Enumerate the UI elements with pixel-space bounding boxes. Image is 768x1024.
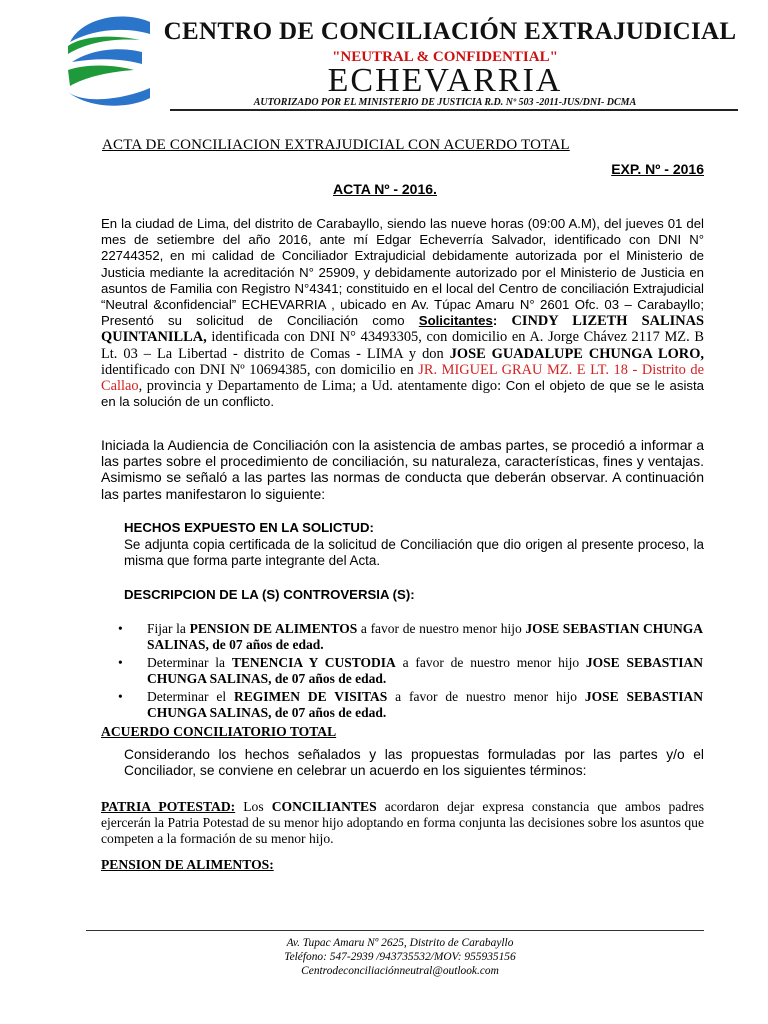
item-subject: PENSION DE ALIMENTOS	[189, 621, 358, 636]
footer-phone: Teléfono: 547-2939 /943735532/MOV: 955935156	[284, 951, 516, 963]
solicitantes-colon: :	[492, 313, 512, 329]
document-title: ACTA DE CONCILIACION EXTRAJUDICIAL CON ACUERDO TOTAL	[102, 137, 570, 153]
intro-text-3: identificado con DNI Nº 10694385, con domicilio en	[101, 361, 419, 378]
center-title: CENTRO DE CONCILIACIÓN EXTRAJUDICIAL	[163, 18, 737, 45]
acuerdo-text: Considerando los hechos señalados y las propuestas formuladas por las partes y/o el Conciliador, se conviene en celebrar un acuerdo en los siguientes términos:	[124, 747, 704, 779]
item-verb: Determinar el	[147, 689, 234, 704]
intro-text-2: identificada con DNI N° 43493305, con domicilio en A. Jorge Chávez 2117 MZ. B Lt. 03 – La Libertad - distrito de Comas - LIMA y don	[101, 329, 704, 362]
intro-text-4: , provincia y Departamento de Lima; a Ud. atentamente digo:	[138, 378, 506, 395]
header-divider	[170, 109, 738, 111]
patria-lead: Los	[235, 799, 272, 814]
item-mid: a favor de nuestro menor hijo	[357, 621, 526, 636]
item-mid: a favor de nuestro menor hijo	[387, 689, 585, 704]
logo-blue-swoosh-mid	[72, 49, 142, 64]
solicitantes-label: Solicitantes	[418, 313, 493, 329]
bullet-icon: •	[118, 655, 123, 670]
authorization-line: AUTORIZADO POR EL MINISTERIO DE JUSTICIA R.D. Nº 503 -2011-JUS/DNI- DCMA	[253, 97, 637, 108]
footer-address: Av. Tupac Amaru Nº 2625, Distrito de Carabayllo	[286, 937, 514, 949]
bullet-icon: •	[118, 621, 123, 636]
controversia-item	[118, 689, 704, 723]
footer-email: Centrodeconciliaciónneutral@outlook.com	[301, 965, 499, 977]
logo-green-swoosh-bottom	[68, 66, 134, 87]
item-child: JOSE SEBASTIAN CHUNGA SALINAS, de 07 años de edad.	[147, 621, 704, 652]
pension-heading: PENSION DE ALIMENTOS:	[101, 857, 274, 872]
echevarria-logo	[62, 12, 152, 108]
conciliantes-label: CONCILIANTES	[271, 799, 377, 814]
patria-heading: PATRIA POTESTAD:	[101, 799, 236, 814]
item-mid: a favor de nuestro menor hijo	[395, 655, 586, 670]
acta-number: ACTA Nº - 2016.	[333, 181, 437, 197]
center-motto: "NEUTRAL & CONFIDENTIAL"	[332, 49, 558, 65]
acuerdo-heading: ACUERDO CONCILIATORIO TOTAL	[101, 724, 337, 739]
hearing-paragraph: Iniciada la Audiencia de Conciliación con la asistencia de ambas partes, se procedió a informar a las partes sobre el procedimiento de conciliación, su naturaleza, características, fines y ventajas. Asimismo se señaló a las partes las normas de conducta que deberán observar. A continuación las partes manifestaron lo siguiente:	[101, 437, 704, 502]
item-child: JOSE SEBASTIAN CHUNGA SALINAS, de 07 años de edad.	[147, 689, 704, 720]
controversia-item	[118, 621, 704, 655]
hechos-heading: HECHOS EXPUESTO EN LA SOLICTUD:	[124, 520, 374, 535]
controversia-item	[118, 655, 704, 689]
bullet-icon: •	[118, 689, 123, 704]
intro-text-5: Con el objeto de que se le asista en la solución de un conflicto.	[101, 378, 704, 410]
intro-paragraph	[101, 216, 704, 410]
controversia-heading: DESCRIPCION DE LA (S) CONTROVERSIA (S):	[124, 587, 415, 602]
patria-text: acordaron dejar expresa constancia que ambos padres ejercerán la Patria Potestad de su menor hijo adoptando en forma conjunta las decisiones sobre los asuntos que competen a la formación de su menor hijo.	[101, 799, 705, 846]
party1-name: CINDY LIZETH SALINAS QUINTANILLA,	[101, 313, 705, 346]
item-subject: REGIMEN DE VISITAS	[233, 689, 388, 704]
item-verb: Fijar la	[147, 621, 190, 636]
party2-name: JOSE GUADALUPE CHUNGA LORO,	[449, 345, 704, 362]
item-verb: Determinar la	[147, 655, 232, 670]
logo-blue-swoosh-bottom	[68, 88, 150, 106]
party2-address: JR. MIGUEL GRAU MZ. E LT. 18 - Distrito de Callao	[101, 361, 705, 395]
expediente-number: EXP. Nº - 2016	[611, 161, 704, 177]
footer-divider	[86, 930, 704, 931]
patria-potestad-paragraph	[101, 799, 704, 847]
center-name: ECHEVARRIA	[327, 62, 563, 99]
intro-text-1: En la ciudad de Lima, del distrito de Carabayllo, siendo las nueve horas (09:00 A.M), del jueves 01 del mes de setiembre del año 2016, ante mí Edgar Echeverría Salvador, identificado con DNI N° 22744352, en mi calidad de Conciliador Extrajudicial debidamente autorizada por el Ministerio de Justicia mediante la acreditación N° 25909, y debidamente autorizado por el Ministerio de Justicia en asuntos de Familia con Registro N°4341; constituido en el local del Centro de conciliación Extrajudicial “Neutral &confidencial” ECHEVARRIA , ubicado en Av. Túpac Amaru N° 2601 Ofc. 03 – Carabayllo; Presentó su solicitud de Conciliación como	[101, 216, 704, 329]
item-subject: TENENCIA Y CUSTODIA	[231, 655, 396, 670]
hechos-text: Se adjunta copia certificada de la solicitud de Conciliación que dio origen al presente proceso, la misma que forma parte integrante del Acta.	[124, 537, 704, 569]
item-child: JOSE SEBASTIAN CHUNGA SALINAS, de 07 años de edad.	[147, 655, 704, 686]
